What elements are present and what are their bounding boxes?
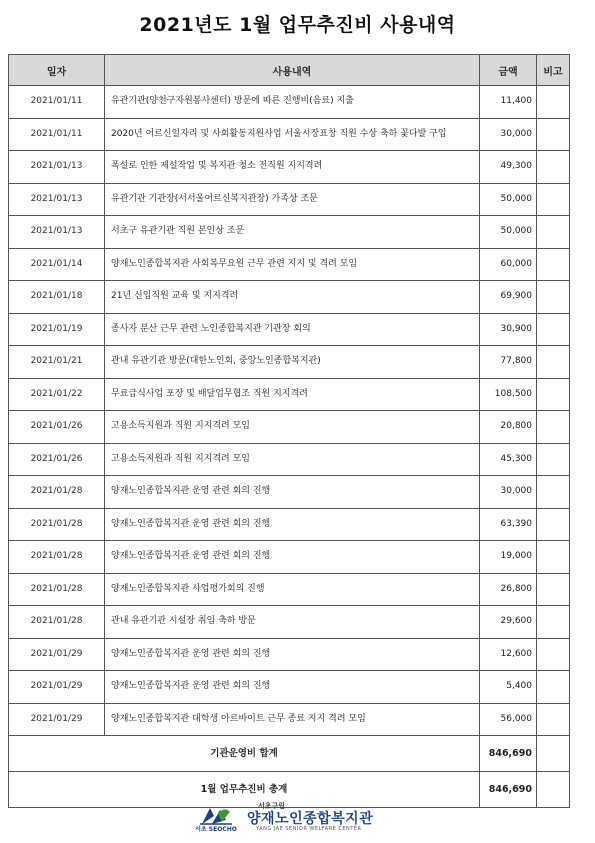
row-description: 폭설로 인한 제설작업 및 복지관 청소 전직원 지지격려 — [105, 151, 480, 184]
row-description: 양재노인종합복지관 운영 관련 회의 진행 — [105, 508, 480, 541]
row-note — [537, 573, 570, 606]
table-row — [9, 606, 570, 639]
row-amount: 60,000 — [480, 248, 537, 281]
row-date: 2021/01/18 — [9, 281, 105, 314]
row-date: 2021/01/29 — [9, 638, 105, 671]
subtotal-row — [9, 736, 570, 772]
row-date: 2021/01/28 — [9, 573, 105, 606]
table-row — [9, 86, 570, 119]
emblem-caption: 서초 SEOCHO — [195, 826, 237, 833]
grand-total-label: 1월 업무추진비 총계 — [9, 772, 480, 808]
row-date: 2021/01/14 — [9, 248, 105, 281]
row-description: 종사자 분산 근무 관련 노인종합복지관 기관장 회의 — [105, 313, 480, 346]
org-district-label: 서초구립 — [258, 802, 286, 810]
table-row — [9, 411, 570, 444]
row-note — [537, 411, 570, 444]
row-note — [537, 508, 570, 541]
row-note — [537, 86, 570, 119]
row-date: 2021/01/28 — [9, 541, 105, 574]
subtotal-label: 기관운영비 합계 — [9, 736, 480, 772]
table-row — [9, 183, 570, 216]
table-row — [9, 248, 570, 281]
table-row — [9, 378, 570, 411]
table-row — [9, 118, 570, 151]
org-english-name: YANG JAE SENIOR WELFARE CENTER — [256, 826, 362, 832]
row-description: 양재노인종합복지관 사업평가회의 진행 — [105, 573, 480, 606]
row-amount: 56,000 — [480, 703, 537, 736]
row-amount: 29,600 — [480, 606, 537, 639]
table-row — [9, 313, 570, 346]
row-date: 2021/01/26 — [9, 411, 105, 444]
table-row — [9, 703, 570, 736]
row-note — [537, 216, 570, 249]
row-amount: 63,390 — [480, 508, 537, 541]
row-description: 21년 신입직원 교육 및 지지격려 — [105, 281, 480, 314]
row-date: 2021/01/11 — [9, 118, 105, 151]
row-note — [537, 378, 570, 411]
row-amount: 20,800 — [480, 411, 537, 444]
row-note — [537, 118, 570, 151]
org-name: 양재노인종합복지관 — [247, 811, 374, 827]
row-note — [537, 703, 570, 736]
row-amount: 69,900 — [480, 281, 537, 314]
subtotal-note — [537, 736, 570, 772]
row-description: 무료급식사업 포장 및 배달업무협조 직원 지지격려 — [105, 378, 480, 411]
row-amount: 5,400 — [480, 671, 537, 704]
column-header-description: 사용내역 — [105, 55, 480, 86]
row-description: 2020년 어르신일자리 및 사회활동지원사업 서울시장표창 직원 수상 축하 꽃다발 구입 — [105, 118, 480, 151]
table-row — [9, 638, 570, 671]
table-row — [9, 151, 570, 184]
row-date: 2021/01/22 — [9, 378, 105, 411]
row-amount: 19,000 — [480, 541, 537, 574]
row-date: 2021/01/29 — [9, 671, 105, 704]
row-note — [537, 638, 570, 671]
row-note — [537, 346, 570, 379]
row-description: 양재노인종합복지관 운영 관련 회의 진행 — [105, 671, 480, 704]
grand-total-amount: 846,690 — [480, 772, 537, 808]
table-row — [9, 476, 570, 509]
row-amount: 30,900 — [480, 313, 537, 346]
row-amount: 50,000 — [480, 216, 537, 249]
row-date: 2021/01/21 — [9, 346, 105, 379]
row-date: 2021/01/13 — [9, 151, 105, 184]
row-amount: 12,600 — [480, 638, 537, 671]
table-row — [9, 346, 570, 379]
footer-logo — [0, 800, 595, 834]
row-note — [537, 671, 570, 704]
column-header-note: 비고 — [537, 55, 570, 86]
row-date: 2021/01/29 — [9, 703, 105, 736]
column-header-amount: 금액 — [480, 55, 537, 86]
row-date: 2021/01/26 — [9, 443, 105, 476]
row-note — [537, 183, 570, 216]
table-header-row — [9, 55, 570, 86]
row-description: 관내 유관기관 시설장 취임 축하 방문 — [105, 606, 480, 639]
table-row — [9, 443, 570, 476]
table-row — [9, 508, 570, 541]
row-amount: 26,800 — [480, 573, 537, 606]
row-description: 양재노인종합복지관 운영 관련 회의 진행 — [105, 541, 480, 574]
row-note — [537, 443, 570, 476]
row-amount: 50,000 — [480, 183, 537, 216]
table-row — [9, 216, 570, 249]
row-description: 양재노인종합복지관 대학생 아르바이트 근무 종료 지지 격려 모임 — [105, 703, 480, 736]
row-amount: 77,800 — [480, 346, 537, 379]
row-amount: 30,000 — [480, 118, 537, 151]
row-description: 서초구 유관기관 직원 본인상 조문 — [105, 216, 480, 249]
row-note — [537, 606, 570, 639]
row-date: 2021/01/13 — [9, 216, 105, 249]
row-amount: 30,000 — [480, 476, 537, 509]
subtotal-amount: 846,690 — [480, 736, 537, 772]
row-note — [537, 541, 570, 574]
row-description: 고용소득지원과 직원 지지격려 모임 — [105, 443, 480, 476]
row-amount: 49,300 — [480, 151, 537, 184]
row-description: 양재노인종합복지관 운영 관련 회의 진행 — [105, 638, 480, 671]
row-date: 2021/01/19 — [9, 313, 105, 346]
row-amount: 45,300 — [480, 443, 537, 476]
row-date: 2021/01/28 — [9, 476, 105, 509]
row-note — [537, 281, 570, 314]
row-amount: 11,400 — [480, 86, 537, 119]
row-amount: 108,500 — [480, 378, 537, 411]
row-note — [537, 151, 570, 184]
row-note — [537, 313, 570, 346]
table-row — [9, 281, 570, 314]
table-row — [9, 573, 570, 606]
row-description: 유관기관 기관장(서서울어르신복지관장) 가족상 조문 — [105, 183, 480, 216]
table-row — [9, 671, 570, 704]
row-note — [537, 476, 570, 509]
row-date: 2021/01/28 — [9, 508, 105, 541]
row-description: 유관기관(양천구자원봉사센터) 방문에 따른 진행비(음료) 지출 — [105, 86, 480, 119]
table-row — [9, 541, 570, 574]
row-description: 관내 유관기관 방문(대한노인회, 중앙노인종합복지관) — [105, 346, 480, 379]
row-description: 양재노인종합복지관 사회복무요원 근무 관련 지지 및 격려 모임 — [105, 248, 480, 281]
row-description: 고용소득지원과 직원 지지격려 모임 — [105, 411, 480, 444]
row-description: 양재노인종합복지관 운영 관련 회의 진행 — [105, 476, 480, 509]
row-note — [537, 248, 570, 281]
page-title: 2021년도 1월 업무추진비 사용내역 — [139, 14, 456, 36]
column-header-date: 일자 — [9, 55, 105, 86]
row-date: 2021/01/11 — [9, 86, 105, 119]
expense-table — [8, 54, 570, 808]
row-date: 2021/01/13 — [9, 183, 105, 216]
row-date: 2021/01/28 — [9, 606, 105, 639]
